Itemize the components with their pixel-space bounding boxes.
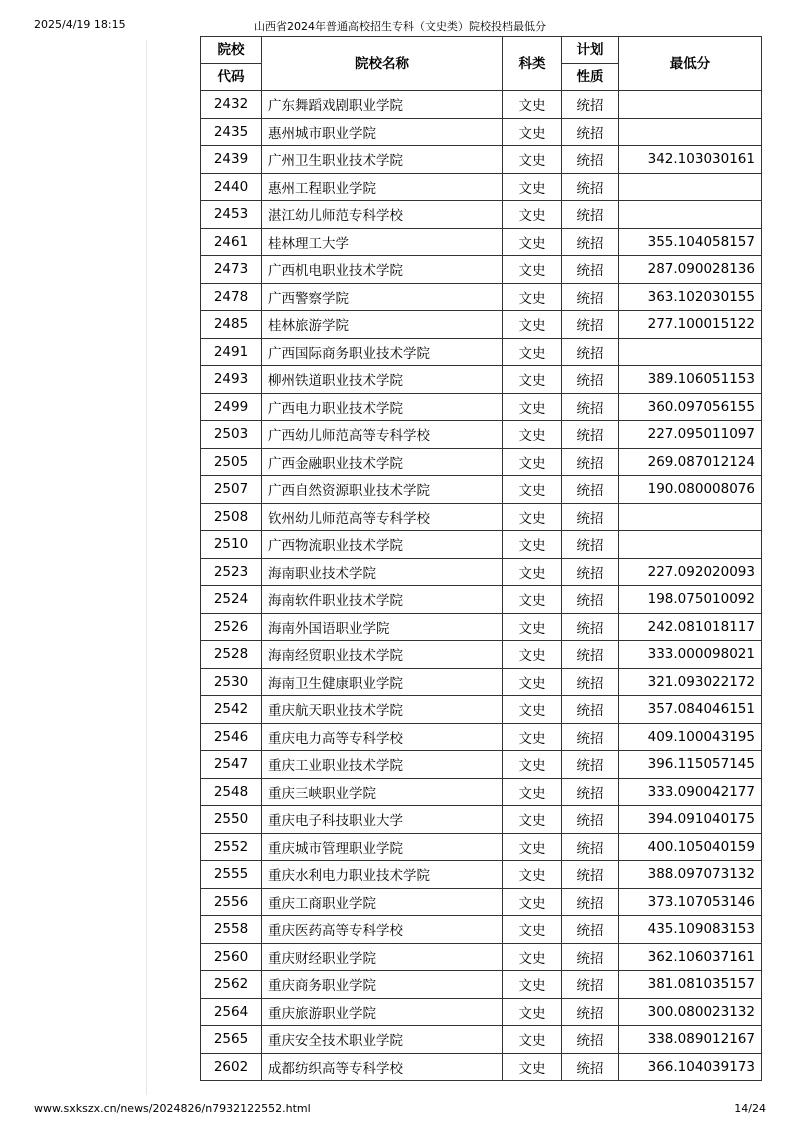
min-score-cell: 269.087012124 bbox=[619, 448, 762, 476]
plan-type-cell: 统招 bbox=[562, 778, 619, 806]
school-code-cell: 2435 bbox=[201, 118, 262, 146]
plan-type-cell: 统招 bbox=[562, 558, 619, 586]
subject-cell: 文史 bbox=[503, 751, 562, 779]
min-score-cell: 366.104039173 bbox=[619, 1053, 762, 1081]
plan-type-cell: 统招 bbox=[562, 668, 619, 696]
plan-type-cell: 统招 bbox=[562, 586, 619, 614]
table-row bbox=[201, 613, 762, 641]
table-row bbox=[201, 888, 762, 916]
plan-type-cell: 统招 bbox=[562, 1026, 619, 1054]
table-row bbox=[201, 256, 762, 284]
subject-cell: 文史 bbox=[503, 1053, 562, 1081]
school-name-cell: 广西金融职业技术学院 bbox=[262, 448, 503, 476]
min-score-cell: 190.080008076 bbox=[619, 476, 762, 504]
school-code-cell: 2473 bbox=[201, 256, 262, 284]
subject-cell: 文史 bbox=[503, 256, 562, 284]
school-code-cell: 2508 bbox=[201, 503, 262, 531]
school-code-cell: 2562 bbox=[201, 971, 262, 999]
plan-type-cell: 统招 bbox=[562, 283, 619, 311]
school-code-cell: 2526 bbox=[201, 613, 262, 641]
min-score-cell: 227.095011097 bbox=[619, 421, 762, 449]
plan-type-cell: 统招 bbox=[562, 201, 619, 229]
school-code-cell: 2510 bbox=[201, 531, 262, 559]
subject-cell: 文史 bbox=[503, 778, 562, 806]
school-name-cell: 广州卫生职业技术学院 bbox=[262, 146, 503, 174]
school-code-cell: 2552 bbox=[201, 833, 262, 861]
min-score-cell: 400.105040159 bbox=[619, 833, 762, 861]
min-score-cell: 373.107053146 bbox=[619, 888, 762, 916]
school-name-cell: 广西国际商务职业技术学院 bbox=[262, 338, 503, 366]
min-score-cell: 389.106051153 bbox=[619, 366, 762, 394]
plan-type-cell: 统招 bbox=[562, 916, 619, 944]
min-score-cell: 333.090042177 bbox=[619, 778, 762, 806]
plan-type-cell: 统招 bbox=[562, 998, 619, 1026]
table-row bbox=[201, 916, 762, 944]
school-code-cell: 2505 bbox=[201, 448, 262, 476]
school-name-cell: 成都纺织高等专科学校 bbox=[262, 1053, 503, 1081]
plan-type-cell: 统招 bbox=[562, 503, 619, 531]
school-code-cell: 2503 bbox=[201, 421, 262, 449]
min-score-cell: 360.097056155 bbox=[619, 393, 762, 421]
subject-cell: 文史 bbox=[503, 476, 562, 504]
subject-cell: 文史 bbox=[503, 1026, 562, 1054]
plan-type-cell: 统招 bbox=[562, 751, 619, 779]
min-score-cell bbox=[619, 503, 762, 531]
header-plan-line1: 计划 bbox=[562, 37, 619, 64]
plan-type-cell: 统招 bbox=[562, 228, 619, 256]
subject-cell: 文史 bbox=[503, 861, 562, 889]
subject-cell: 文史 bbox=[503, 503, 562, 531]
plan-type-cell: 统招 bbox=[562, 173, 619, 201]
table-row bbox=[201, 861, 762, 889]
page-url: www.sxkszx.cn/news/2024826/n7932122552.html bbox=[34, 1102, 311, 1115]
school-name-cell: 重庆航天职业技术学院 bbox=[262, 696, 503, 724]
table-row bbox=[201, 503, 762, 531]
print-datetime: 2025/4/19 18:15 bbox=[34, 18, 126, 31]
table-row bbox=[201, 283, 762, 311]
plan-type-cell: 统招 bbox=[562, 256, 619, 284]
plan-type-cell: 统招 bbox=[562, 806, 619, 834]
school-name-cell: 钦州幼儿师范高等专科学校 bbox=[262, 503, 503, 531]
school-code-cell: 2440 bbox=[201, 173, 262, 201]
min-score-cell: 409.100043195 bbox=[619, 723, 762, 751]
school-code-cell: 2556 bbox=[201, 888, 262, 916]
school-code-cell: 2548 bbox=[201, 778, 262, 806]
table-row bbox=[201, 476, 762, 504]
subject-cell: 文史 bbox=[503, 201, 562, 229]
min-score-cell: 363.102030155 bbox=[619, 283, 762, 311]
min-score-cell: 388.097073132 bbox=[619, 861, 762, 889]
plan-type-cell: 统招 bbox=[562, 531, 619, 559]
min-score-cell: 396.115057145 bbox=[619, 751, 762, 779]
subject-cell: 文史 bbox=[503, 393, 562, 421]
table-row bbox=[201, 421, 762, 449]
table-row bbox=[201, 531, 762, 559]
plan-type-cell: 统招 bbox=[562, 641, 619, 669]
min-score-cell: 435.109083153 bbox=[619, 916, 762, 944]
school-name-cell: 重庆安全技术职业学院 bbox=[262, 1026, 503, 1054]
subject-cell: 文史 bbox=[503, 641, 562, 669]
table-row bbox=[201, 201, 762, 229]
subject-cell: 文史 bbox=[503, 228, 562, 256]
school-name-cell: 重庆水利电力职业技术学院 bbox=[262, 861, 503, 889]
plan-type-cell: 统招 bbox=[562, 311, 619, 339]
table-row bbox=[201, 751, 762, 779]
plan-type-cell: 统招 bbox=[562, 338, 619, 366]
min-score-cell: 287.090028136 bbox=[619, 256, 762, 284]
min-score-cell: 277.100015122 bbox=[619, 311, 762, 339]
school-code-cell: 2530 bbox=[201, 668, 262, 696]
subject-cell: 文史 bbox=[503, 888, 562, 916]
table-row bbox=[201, 558, 762, 586]
school-code-cell: 2542 bbox=[201, 696, 262, 724]
school-code-cell: 2565 bbox=[201, 1026, 262, 1054]
school-name-cell: 湛江幼儿师范专科学校 bbox=[262, 201, 503, 229]
school-code-cell: 2528 bbox=[201, 641, 262, 669]
min-score-cell bbox=[619, 91, 762, 119]
school-name-cell: 海南经贸职业技术学院 bbox=[262, 641, 503, 669]
min-score-cell: 333.000098021 bbox=[619, 641, 762, 669]
table-row bbox=[201, 366, 762, 394]
plan-type-cell: 统招 bbox=[562, 91, 619, 119]
school-name-cell: 重庆三峡职业学院 bbox=[262, 778, 503, 806]
subject-cell: 文史 bbox=[503, 146, 562, 174]
table-row bbox=[201, 228, 762, 256]
school-code-cell: 2461 bbox=[201, 228, 262, 256]
min-score-cell bbox=[619, 173, 762, 201]
plan-type-cell: 统招 bbox=[562, 861, 619, 889]
table-row bbox=[201, 311, 762, 339]
subject-cell: 文史 bbox=[503, 283, 562, 311]
school-name-cell: 重庆工商职业学院 bbox=[262, 888, 503, 916]
table-row bbox=[201, 118, 762, 146]
plan-type-cell: 统招 bbox=[562, 146, 619, 174]
subject-cell: 文史 bbox=[503, 558, 562, 586]
header-min-score: 最低分 bbox=[619, 37, 762, 91]
table-row bbox=[201, 696, 762, 724]
school-code-cell: 2491 bbox=[201, 338, 262, 366]
table-row bbox=[201, 146, 762, 174]
subject-cell: 文史 bbox=[503, 531, 562, 559]
school-name-cell: 广西机电职业技术学院 bbox=[262, 256, 503, 284]
header-subject: 科类 bbox=[503, 37, 562, 91]
plan-type-cell: 统招 bbox=[562, 366, 619, 394]
school-name-cell: 海南卫生健康职业学院 bbox=[262, 668, 503, 696]
min-score-cell bbox=[619, 201, 762, 229]
min-score-cell: 381.081035157 bbox=[619, 971, 762, 999]
school-code-cell: 2558 bbox=[201, 916, 262, 944]
table-row bbox=[201, 173, 762, 201]
school-name-cell: 重庆工业职业技术学院 bbox=[262, 751, 503, 779]
table-row bbox=[201, 641, 762, 669]
school-code-cell: 2550 bbox=[201, 806, 262, 834]
page-title: 山西省2024年普通高校招生专科（文史类）院校投档最低分 bbox=[254, 20, 546, 33]
table-row bbox=[201, 806, 762, 834]
table-row bbox=[201, 1026, 762, 1054]
school-code-cell: 2560 bbox=[201, 943, 262, 971]
table-row bbox=[201, 998, 762, 1026]
page-number: 14/24 bbox=[734, 1102, 766, 1115]
plan-type-cell: 统招 bbox=[562, 421, 619, 449]
table-row bbox=[201, 723, 762, 751]
school-name-cell: 桂林旅游学院 bbox=[262, 311, 503, 339]
subject-cell: 文史 bbox=[503, 998, 562, 1026]
table-row bbox=[201, 778, 762, 806]
header-code-line1: 院校 bbox=[201, 37, 262, 64]
plan-type-cell: 统招 bbox=[562, 448, 619, 476]
min-score-cell: 242.081018117 bbox=[619, 613, 762, 641]
min-score-cell bbox=[619, 118, 762, 146]
table-row bbox=[201, 1053, 762, 1081]
plan-type-cell: 统招 bbox=[562, 943, 619, 971]
school-name-cell: 广东舞蹈戏剧职业学院 bbox=[262, 91, 503, 119]
table-row bbox=[201, 943, 762, 971]
school-name-cell: 广西电力职业技术学院 bbox=[262, 393, 503, 421]
table-row bbox=[201, 338, 762, 366]
subject-cell: 文史 bbox=[503, 118, 562, 146]
subject-cell: 文史 bbox=[503, 421, 562, 449]
school-name-cell: 柳州铁道职业技术学院 bbox=[262, 366, 503, 394]
header-school-name: 院校名称 bbox=[262, 37, 503, 91]
school-name-cell: 重庆电力高等专科学校 bbox=[262, 723, 503, 751]
min-score-cell bbox=[619, 531, 762, 559]
table-header-row-1 bbox=[201, 37, 762, 64]
header-code-line2: 代码 bbox=[201, 64, 262, 91]
min-score-cell: 362.106037161 bbox=[619, 943, 762, 971]
school-code-cell: 2439 bbox=[201, 146, 262, 174]
table-row bbox=[201, 971, 762, 999]
table-row bbox=[201, 668, 762, 696]
min-score-cell: 321.093022172 bbox=[619, 668, 762, 696]
school-name-cell: 桂林理工大学 bbox=[262, 228, 503, 256]
plan-type-cell: 统招 bbox=[562, 723, 619, 751]
min-score-cell: 355.104058157 bbox=[619, 228, 762, 256]
subject-cell: 文史 bbox=[503, 586, 562, 614]
subject-cell: 文史 bbox=[503, 173, 562, 201]
subject-cell: 文史 bbox=[503, 338, 562, 366]
table-row bbox=[201, 833, 762, 861]
school-code-cell: 2547 bbox=[201, 751, 262, 779]
min-score-cell: 300.080023132 bbox=[619, 998, 762, 1026]
subject-cell: 文史 bbox=[503, 833, 562, 861]
plan-type-cell: 统招 bbox=[562, 613, 619, 641]
school-name-cell: 广西自然资源职业技术学院 bbox=[262, 476, 503, 504]
min-score-cell: 342.103030161 bbox=[619, 146, 762, 174]
table-row bbox=[201, 586, 762, 614]
min-score-cell: 198.075010092 bbox=[619, 586, 762, 614]
school-code-cell: 2485 bbox=[201, 311, 262, 339]
school-code-cell: 2602 bbox=[201, 1053, 262, 1081]
school-name-cell: 海南软件职业技术学院 bbox=[262, 586, 503, 614]
table-row bbox=[201, 91, 762, 119]
header-plan-line2: 性质 bbox=[562, 64, 619, 91]
plan-type-cell: 统招 bbox=[562, 888, 619, 916]
school-code-cell: 2478 bbox=[201, 283, 262, 311]
school-name-cell: 海南外国语职业学院 bbox=[262, 613, 503, 641]
plan-type-cell: 统招 bbox=[562, 971, 619, 999]
subject-cell: 文史 bbox=[503, 366, 562, 394]
school-code-cell: 2564 bbox=[201, 998, 262, 1026]
admission-score-table bbox=[200, 36, 762, 1081]
school-code-cell: 2555 bbox=[201, 861, 262, 889]
school-name-cell: 重庆财经职业学院 bbox=[262, 943, 503, 971]
school-name-cell: 重庆医药高等专科学校 bbox=[262, 916, 503, 944]
school-code-cell: 2432 bbox=[201, 91, 262, 119]
school-code-cell: 2523 bbox=[201, 558, 262, 586]
table-row bbox=[201, 448, 762, 476]
min-score-cell: 394.091040175 bbox=[619, 806, 762, 834]
subject-cell: 文史 bbox=[503, 806, 562, 834]
plan-type-cell: 统招 bbox=[562, 476, 619, 504]
school-name-cell: 海南职业技术学院 bbox=[262, 558, 503, 586]
school-code-cell: 2453 bbox=[201, 201, 262, 229]
min-score-cell: 227.092020093 bbox=[619, 558, 762, 586]
min-score-cell bbox=[619, 338, 762, 366]
school-name-cell: 惠州工程职业学院 bbox=[262, 173, 503, 201]
margin-divider bbox=[146, 40, 147, 1095]
school-code-cell: 2546 bbox=[201, 723, 262, 751]
plan-type-cell: 统招 bbox=[562, 118, 619, 146]
plan-type-cell: 统招 bbox=[562, 393, 619, 421]
plan-type-cell: 统招 bbox=[562, 833, 619, 861]
school-name-cell: 重庆商务职业学院 bbox=[262, 971, 503, 999]
plan-type-cell: 统招 bbox=[562, 1053, 619, 1081]
min-score-cell: 338.089012167 bbox=[619, 1026, 762, 1054]
school-name-cell: 广西物流职业技术学院 bbox=[262, 531, 503, 559]
school-name-cell: 惠州城市职业学院 bbox=[262, 118, 503, 146]
plan-type-cell: 统招 bbox=[562, 696, 619, 724]
school-name-cell: 重庆城市管理职业学院 bbox=[262, 833, 503, 861]
school-code-cell: 2524 bbox=[201, 586, 262, 614]
school-code-cell: 2499 bbox=[201, 393, 262, 421]
subject-cell: 文史 bbox=[503, 943, 562, 971]
school-name-cell: 广西幼儿师范高等专科学校 bbox=[262, 421, 503, 449]
subject-cell: 文史 bbox=[503, 448, 562, 476]
school-name-cell: 广西警察学院 bbox=[262, 283, 503, 311]
school-name-cell: 重庆电子科技职业大学 bbox=[262, 806, 503, 834]
school-name-cell: 重庆旅游职业学院 bbox=[262, 998, 503, 1026]
school-code-cell: 2493 bbox=[201, 366, 262, 394]
subject-cell: 文史 bbox=[503, 668, 562, 696]
subject-cell: 文史 bbox=[503, 696, 562, 724]
subject-cell: 文史 bbox=[503, 91, 562, 119]
subject-cell: 文史 bbox=[503, 916, 562, 944]
table-body bbox=[201, 91, 762, 1081]
subject-cell: 文史 bbox=[503, 613, 562, 641]
table-row bbox=[201, 393, 762, 421]
min-score-cell: 357.084046151 bbox=[619, 696, 762, 724]
subject-cell: 文史 bbox=[503, 971, 562, 999]
school-code-cell: 2507 bbox=[201, 476, 262, 504]
subject-cell: 文史 bbox=[503, 311, 562, 339]
subject-cell: 文史 bbox=[503, 723, 562, 751]
